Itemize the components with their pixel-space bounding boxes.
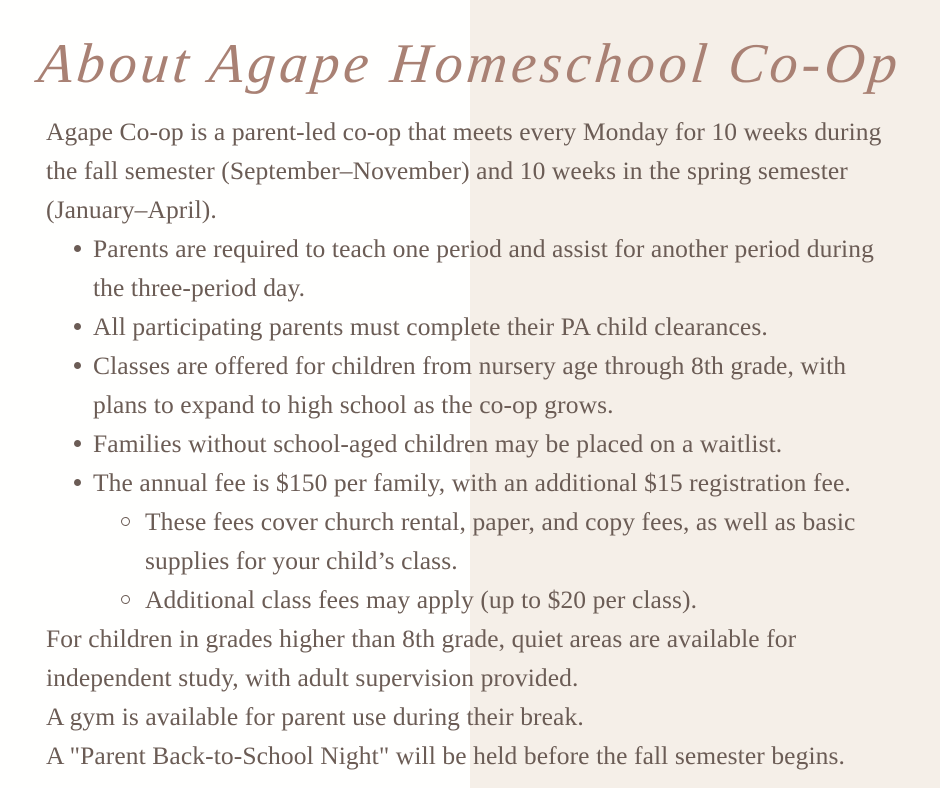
page-title: About Agape Homeschool Co-Op — [35, 33, 905, 95]
bullet-text: The annual fee is $150 per family, with an additional $15 registration fee. — [93, 468, 851, 497]
bullet-item-waitlist — [46, 424, 898, 463]
intro-paragraph: Agape Co-op is a parent-led co-op that meets every Monday for 10 weeks during the fall semester (September–November) and 10 weeks in the spring semester (January–April). — [46, 117, 882, 224]
bullet-item-classes-offered — [46, 346, 898, 424]
sub-bullet-text: Additional class fees may apply (up to $20 per class). — [145, 585, 698, 614]
sub-bullet-item-fees-cover — [46, 502, 898, 580]
bullet-dot-icon — [74, 362, 81, 369]
sub-bullet-list — [46, 502, 898, 619]
bullet-item-clearances — [46, 307, 898, 346]
open-circle-bullet-icon — [121, 517, 130, 526]
bullet-text: Families without school-aged children may be placed on a waitlist. — [93, 429, 783, 458]
bullet-dot-icon — [74, 479, 81, 486]
bullet-dot-icon — [74, 245, 81, 252]
bullet-item-annual-fee — [46, 463, 898, 502]
bullet-text: Parents are required to teach one period and assist for another period during the three-period day. — [93, 234, 874, 302]
sub-bullet-text: These fees cover church rental, paper, and copy fees, as well as basic supplies for your child’s class. — [145, 507, 856, 575]
closing-paragraph-independent-study: For children in grades higher than 8th grade, quiet areas are available for independent study, with adult supervision provided. — [46, 624, 797, 692]
closing-paragraph-gym: A gym is available for parent use during their break. — [46, 702, 584, 731]
bullet-dot-icon — [74, 440, 81, 447]
bullet-text: All participating parents must complete their PA child clearances. — [93, 312, 768, 341]
flyer-body — [46, 112, 898, 775]
open-circle-bullet-icon — [121, 595, 130, 604]
bullet-text: Classes are offered for children from nursery age through 8th grade, with plans to expand to high school as the co-op grows. — [93, 351, 847, 419]
closing-paragraph-back-to-school-night: A "Parent Back-to-School Night" will be held before the fall semester begins. — [46, 741, 845, 770]
sub-bullet-item-class-fees — [46, 580, 898, 619]
bullet-dot-icon — [74, 323, 81, 330]
bullet-list — [46, 229, 898, 502]
bullet-item-parents-teach — [46, 229, 898, 307]
